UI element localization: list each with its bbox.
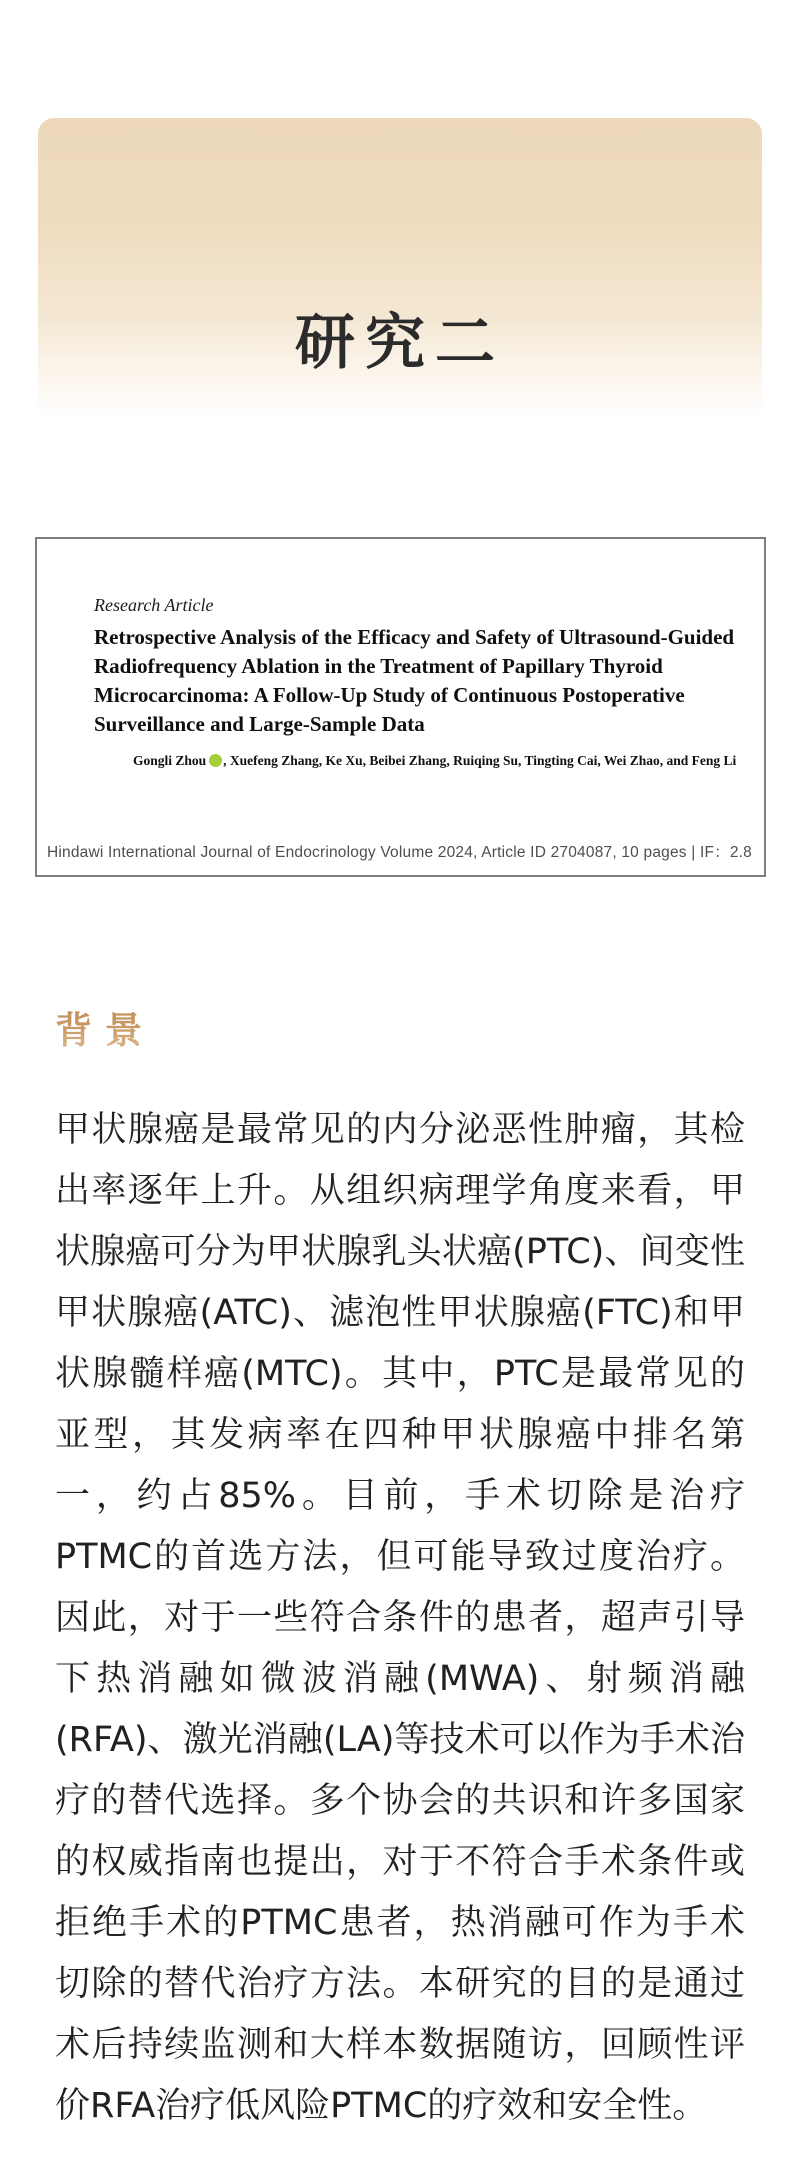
paper-citation-card bbox=[35, 537, 766, 877]
banner-chinese-title: 研究二 bbox=[295, 308, 505, 378]
section-heading-background: 背景 bbox=[55, 1000, 155, 1054]
paper-type-label: Research Article bbox=[94, 595, 214, 615]
authors-rest: , Xuefeng Zhang, Ke Xu, Beibei Zhang, Ruiqing Su, Tingting Cai, Wei Zhao, and Feng Li bbox=[223, 753, 737, 768]
background-paragraph: 甲状腺癌是最常见的内分泌恶性肿瘤，其检出率逐年上升。从组织病理学角度来看，甲状腺癌可分为甲状腺乳头状癌(PTC)、间变性甲状腺癌(ATC)、滤泡性甲状腺癌(FTC)和甲状腺髓样癌(MTC)。其中，PTC是最常见的亚型，其发病率在四种甲状腺癌中排名第一，约占85%。目前，手术切除是治疗PTMC的首选方法，但可能导致过度治疗。因此，对于一些符合条件的患者，超声引导下热消融如微波消融(MWA)、射频消融(RFA)、激光消融(LA)等技术可以作为手术治疗的替代选择。多个协会的共识和许多国家的权威指南也提出，对于不符合手术条件或拒绝手术的PTMC患者，热消融可作为手术切除的替代治疗方法。本研究的目的是通过术后持续监测和大样本数据随访，回顾性评价RFA治疗低风险PTMC的疗效和安全性。 bbox=[55, 1110, 745, 2126]
journal-citation-line: Hindawi International Journal of Endocrinology Volume 2024, Article ID 2704087, 10 pages | IF：2.8 bbox=[47, 844, 752, 861]
author-lead: Gongli Zhou bbox=[133, 753, 207, 768]
paper-title: Retrospective Analysis of the Efficacy and Safety of Ultrasound-Guided Radiofrequency Ablation in the Treatment of Papillary Thyroid Microcarcinoma: A Follow-Up Study of Continuous Postoperative Surveillance and Large-Sample Data bbox=[94, 625, 735, 736]
orcid-icon bbox=[209, 754, 222, 767]
header-banner-card bbox=[38, 118, 762, 418]
paper-authors bbox=[133, 752, 758, 770]
banner-english-title: Research 2 bbox=[187, 221, 613, 294]
